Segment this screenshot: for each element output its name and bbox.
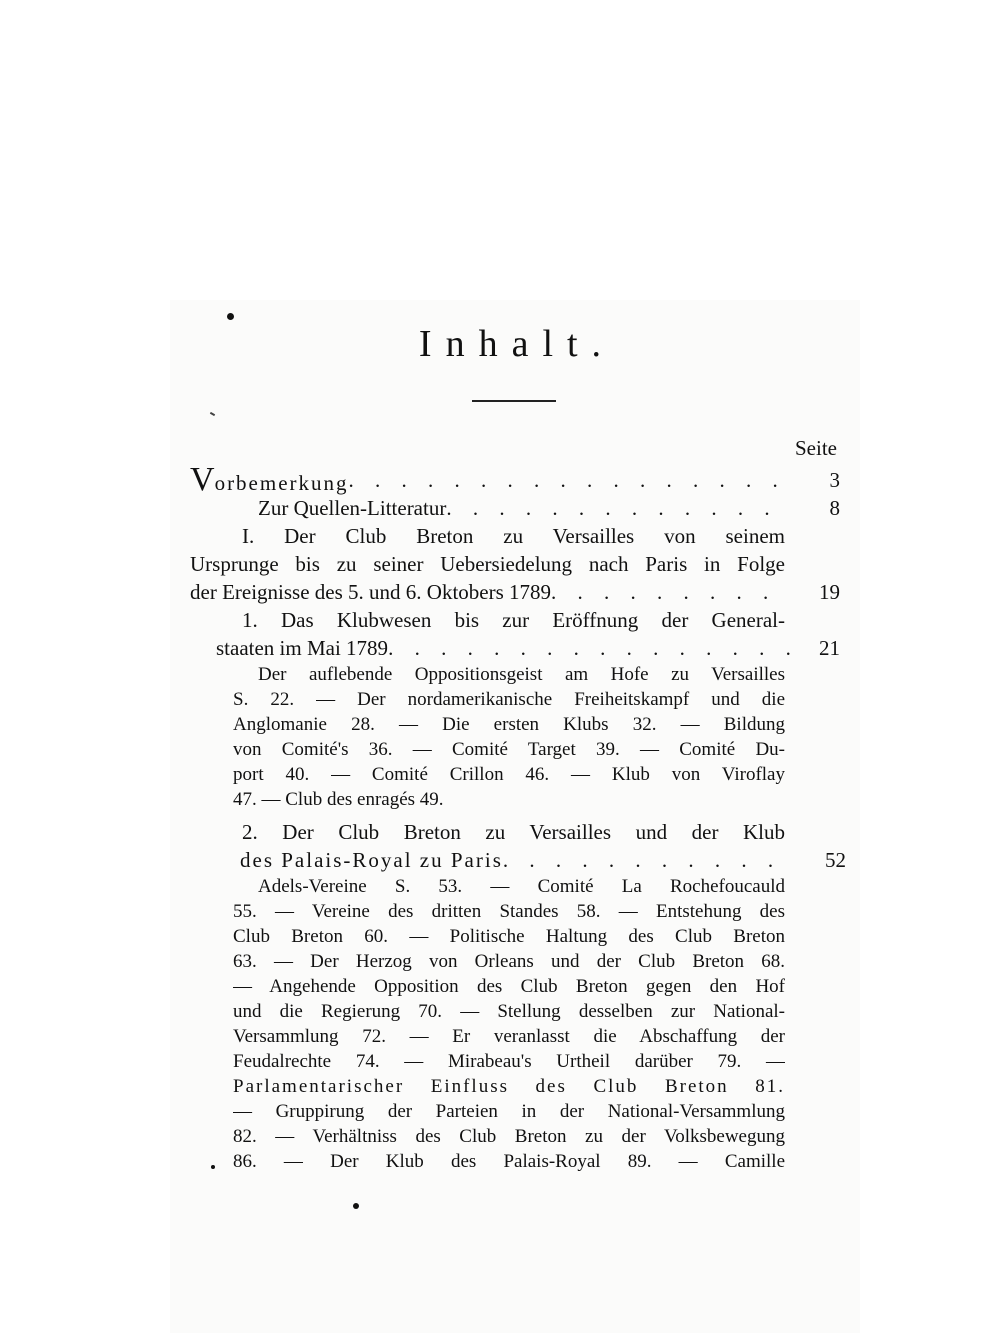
drop-initial: V	[190, 462, 215, 498]
entry-title: der Ereignisse des 5. und 6. Oktobers 1789	[190, 580, 552, 604]
ink-speck	[353, 1203, 359, 1209]
dot-leader	[551, 578, 790, 606]
page-number: 21	[819, 636, 840, 660]
page-number: 19	[819, 580, 840, 604]
dot-leader	[388, 634, 790, 662]
chapter-title-line: I. Der Club Breton zu Versailles von seinem	[242, 524, 785, 548]
ink-speck	[211, 1165, 215, 1169]
summary-line: von Comité's 36. — Comité Target 39. — Comité Du-	[233, 739, 785, 760]
summary-line: S. 22. — Der nordamerikanische Freiheitskampf und die	[233, 689, 785, 710]
section-title-line: 2. Der Club Breton zu Versailles und der Klub	[242, 820, 785, 844]
summary-line: 55. — Vereine des dritten Standes 58. — Entstehung des	[233, 901, 785, 922]
page-number: 8	[829, 496, 840, 520]
summary-line: und die Regierung 70. — Stellung desselben zur National-	[233, 1001, 785, 1022]
summary-line: 86. — Der Klub des Palais-Royal 89. — Camille	[233, 1151, 785, 1172]
chapter-title-line: Ursprunge bis zu seiner Uebersiedelung nach Paris in Folge	[190, 552, 785, 576]
entry-title: orbemerkung	[214, 471, 349, 495]
entry-title: Zur Quellen-Litteratur	[258, 496, 447, 520]
summary-line: Adels-Vereine S. 53. — Comité La Rochefoucauld	[258, 876, 785, 897]
summary-line: 82. — Verhältniss des Club Breton zu der Volksbewegung	[233, 1126, 785, 1147]
summary-line: — Angehende Opposition des Club Breton gegen den Hof	[233, 976, 785, 997]
toc-entry-quellen	[258, 494, 790, 522]
section-title-line: 1. Das Klubwesen bis zur Eröffnung der General-	[242, 608, 785, 632]
summary-line: Anglomanie 28. — Die ersten Klubs 32. — Bildung	[233, 714, 785, 735]
entry-title: des Palais-Royal zu Paris	[240, 848, 503, 872]
summary-line: Parlamentarischer Einfluss des Club Breton 81.	[233, 1076, 785, 1097]
summary-line: port 40. — Comité Crillon 46. — Klub von Viroflay	[233, 764, 785, 785]
title-rule	[472, 400, 556, 402]
chapter-title-line	[190, 578, 790, 606]
section-title-line	[240, 846, 790, 874]
summary-line: 63. — Der Herzog von Orleans und der Club Breton 68.	[233, 951, 785, 972]
summary-line: 47. — Club des enragés 49.	[233, 789, 444, 810]
summary-line: Versammlung 72. — Er veranlasst die Abschaffung der	[233, 1026, 785, 1047]
summary-line: Der auflebende Oppositionsgeist am Hofe zu Versailles	[258, 664, 785, 685]
page-number: 3	[829, 468, 840, 492]
page-number: 52	[825, 848, 846, 872]
entry-title: staaten im Mai 1789	[216, 636, 389, 660]
page-background	[170, 300, 860, 1333]
summary-line: — Gruppirung der Parteien in der National-Versammlung	[233, 1101, 785, 1122]
page-title: Inhalt.	[418, 323, 616, 365]
dot-leader	[446, 494, 790, 522]
summary-line: Club Breton 60. — Politische Haltung des Club Breton	[233, 926, 785, 947]
ink-speck	[227, 313, 234, 320]
section-title-line	[216, 634, 790, 662]
summary-line: Feudalrechte 74. — Mirabeau's Urtheil darüber 79. —	[233, 1051, 785, 1072]
page-column-label: Seite	[795, 436, 837, 460]
dot-leader	[503, 846, 790, 874]
